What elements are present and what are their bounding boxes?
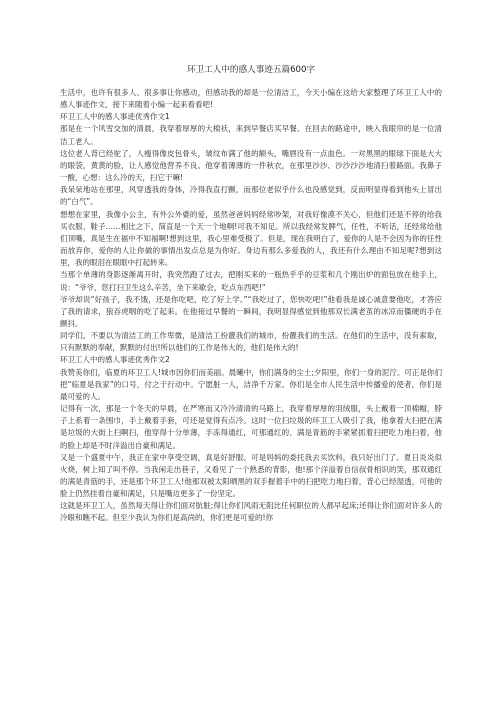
body-paragraph: 这就是环卫工人，虽然每天得让你们面对肮脏;得让你们风雨无阻比任何职位的人都早起床;还得让你们面对许多人的冷眼和瞧不起。但至少我认为你们是高尚的，你们更是可爱的!你 — [60, 501, 442, 523]
body-paragraph: 我赞美你们，临夏的环卫工人!城市因你们而美丽。晨曦中，你们满身的尘土;夕阳里，你们一身的泥泞。可正是你们把“临夏是我家”的口号，付之于行动中。宁愿脏一人，洁净千万家。你们是全市人民生活中传播爱的使者，你们是最可爱的人。 — [60, 367, 442, 401]
body-paragraph: 这位老人背已经驼了，人瘦得像皮包骨头，皱纹布满了他的额头，嘴唇没有一点血色。一对黑黑的眼球下面是大大的眼袋，黄黄的脸，让人感觉他营养不良。他穿着薄薄的一件秋衣，在那里沙沙、沙沙沙沙地清扫着路面。我鼻子一酸，心想：这么冷的天，扫它干嘛! — [60, 148, 442, 183]
body-paragraph: 那是在一个风雪交加的清晨，我穿着厚厚的大棉袄，来到早餐店买早餐。在回去的路途中，映入我眼帘的是一位清洁工老人。 — [60, 124, 442, 146]
body-paragraph: 生活中，也许有很多人、很多事让你感动，但感动我的却是一位清洁工，今天小编在这给大家整理了环卫工人中的感人事迹作文，接下来随着小编一起来看看吧! — [60, 88, 442, 110]
body-paragraph: 记得有一次，那是一个冬天的早晨，在严寒而又冷冷清清的马路上，我穿着厚厚的羽绒服，头上戴着一顶棉帽，脖子上系着一条围巾，手上戴着手套，可还是觉得有点冷。这时一位扫垃圾的环卫工人吸引了我，他拿着大扫把在满是垃圾的大街上扫啊扫，他穿得十分单薄，手冻得通红，可那通红的、满是青筋的手紧紧抓着扫把吃力地扫着，他的脸上却是不时洋溢出自豪和满足。 — [60, 404, 442, 450]
document-title: 环卫工人中的感人事迹五篇600字 — [186, 65, 316, 75]
section-heading: 环卫工人中的感人事迹优秀作文2 — [60, 355, 170, 365]
section-heading: 环卫工人中的感人事迹优秀作文1 — [60, 112, 170, 122]
body-paragraph: 同学们，不要以为清洁工的工作卑微，是清洁工扮靓我们的城市，扮靓我们的生活。在他们的生活中，没有索取，只有默默的奉献，默默的付出!所以他们的工作是伟大的，他们是伟大的! — [60, 331, 442, 353]
body-paragraph: 爷爷却说“好孩子，我不饿，还是你吃吧，吃了好上学。”“我吃过了，您快吃吧!”他看我是诚心诚意要他吃，才答应了我的请求，狼吞虎咽的吃了起来。在他接过早餐的一瞬间，我明显得感觉到他那双长满老茧的冰凉而僵硬的手在颤抖。 — [60, 294, 442, 328]
body-paragraph: 当那个单薄的身影逐渐离开时，我突然跑了过去，把刚买来的一瓶热乎乎的豆浆和几个刚出炉的面包放在他手上，说：“爷爷，您打扫卫生这么辛苦，坐下来歇会，吃点东西吧!” — [60, 270, 442, 292]
body-paragraph: 又是一个盛夏中午，我正在家中享受空调，真是好舒服。可是妈妈的委托我去买饮料，我只好出门了。夏日炎炎似火烧，树上知了叫不停。当我闲走出巷子，又看见了一个熟悉的背影，他!那个洋溢着自信叔骨相识的笑，那双通红的满是青筋的手，还是那个环卫工人!他那双被太阳晒黑的双手握着手中的扫把吃力地扫着，背心已经湿透，可他的脸上仍然挂着自豪和满足，只是嘴边更多了一份坚定。 — [60, 452, 442, 499]
body-paragraph: 我呆呆地站在那里，风穿透我的身体，冷得我直打颤，而那位老似乎什么也没感觉到，反而明显得看到他头上冒出的“白气”。 — [60, 185, 442, 207]
document-body — [60, 87, 442, 525]
body-paragraph: 想想在家里，我像小公主，有外公外婆的爱，虽然爸爸妈妈经常吵架，对我好像漠不关心，但他们还是不停的给我买衣服、鞋子……相比之下，简直是一个天一个地啊!可我不知足。所以我经常发脾气，任性，不听话，还经常给他们顶嘴，真是生在福中不知福啊!想到这里，我心里难受极了。但是，现在我明白了，爱你的人是不会因为你的任性而放弃你，爱你的人让你做的事情出发点总是为你好。身边有那么多爱我的人，我还有什么理由不知足呢?想到这里，我的眼泪在眼眶中打起转来。 — [60, 209, 442, 268]
